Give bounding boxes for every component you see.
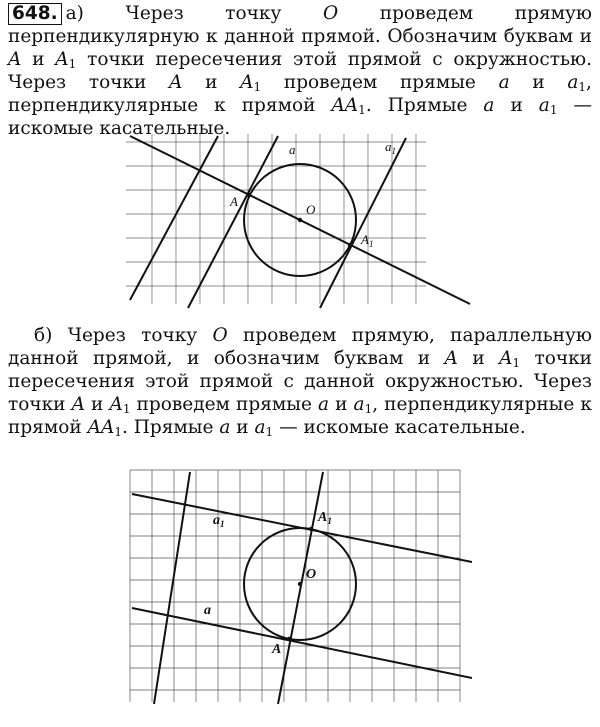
label-A1: $A_1$ — [361, 232, 374, 249]
label-a1: $a_1$ — [213, 513, 225, 529]
figure-b — [126, 468, 472, 727]
figure-b-grid — [130, 470, 460, 702]
tangent-a — [132, 608, 472, 678]
point-A — [287, 637, 291, 641]
label-a: a — [204, 603, 211, 618]
point-O — [298, 582, 302, 586]
label-A: A — [230, 194, 238, 209]
point-A1 — [309, 527, 313, 531]
figure-a-grid — [126, 134, 426, 304]
point-A1 — [348, 243, 352, 247]
label-O: O — [306, 567, 317, 582]
tangent-a — [188, 136, 278, 308]
point-A — [247, 193, 251, 197]
label-A1: $A_1$ — [318, 510, 332, 526]
figure-a — [126, 134, 472, 310]
label-A: A — [272, 642, 282, 657]
given-line — [154, 472, 190, 704]
label-a: a — [289, 142, 296, 157]
tangent-a1 — [320, 138, 406, 308]
label-a1: $a_1$ — [385, 139, 396, 156]
part-b-text: б) Через точку O проведем прямую, параллельную данной прямой, и обозначим буквам и A и $A_1$ точки пересечения этой прямой с данной окружностью. Через точки A и $A_1$ проведем прямые a и $a_1$, перпендикулярные к прямой $AA_1$. Прямые a и $a_1$ — искомые касательные. — [8, 325, 593, 439]
part-a-text: 648. а) Через точку O проведем прямую перпендикулярную к данной прямой. Обозначим буквам и A и $A_1$ точки пересечения этой прямой с окружностью. Через точки A и $A_1$ проведем прямые a и $a_1$, перпендикулярные к прямой $AA_1$. Прямые a и $a_1$ — искомые касательные. — [8, 3, 592, 139]
point-O — [298, 218, 302, 222]
line-AA1 — [278, 472, 323, 704]
label-O: O — [306, 202, 316, 217]
problem-number: 648. — [8, 3, 62, 25]
